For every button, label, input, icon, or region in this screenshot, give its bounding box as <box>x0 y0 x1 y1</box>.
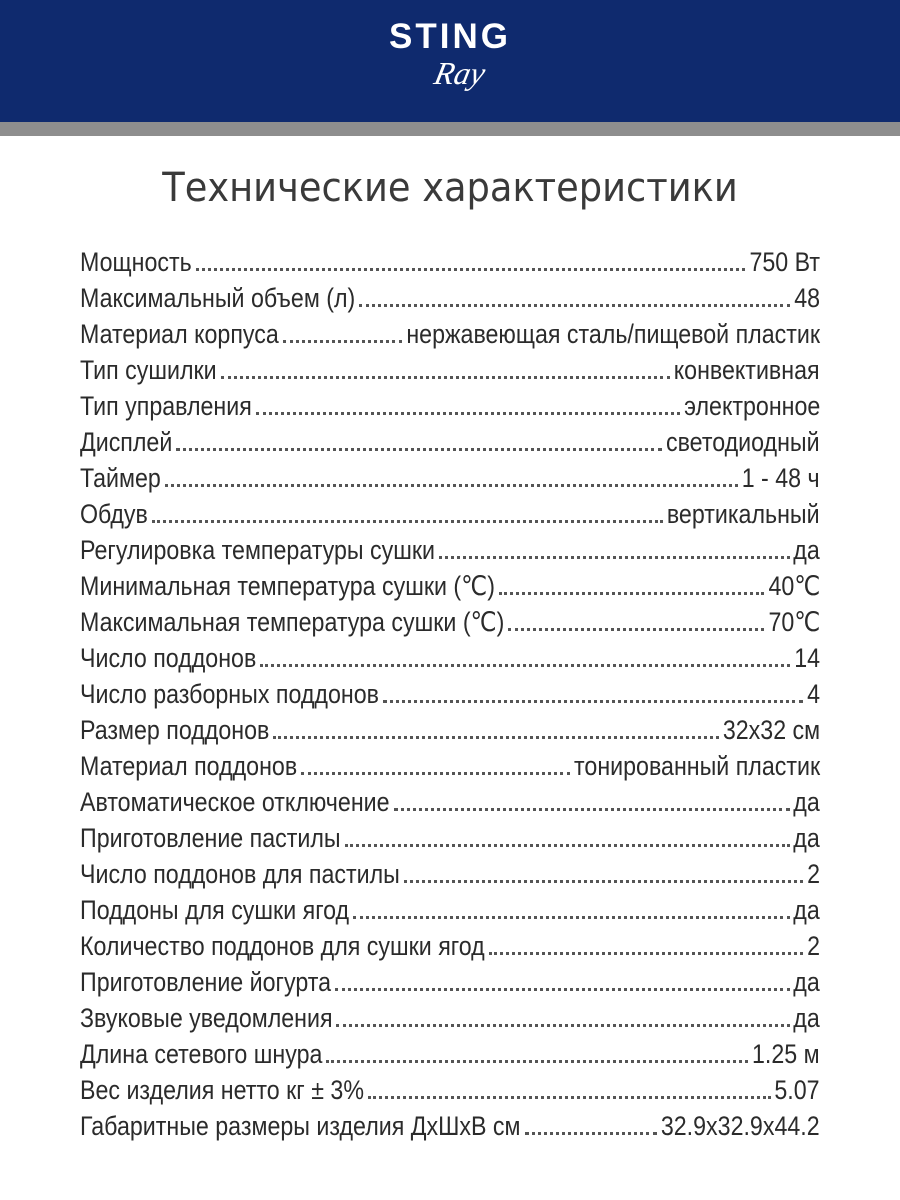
spec-value: тонированный пластик <box>573 751 820 781</box>
dot-leader <box>196 268 746 271</box>
spec-row <box>80 748 820 784</box>
spec-value: 32.9х32.9х44.2 <box>661 1111 820 1141</box>
dot-leader <box>508 628 764 631</box>
spec-row <box>80 280 820 316</box>
spec-label: Автоматическое отключение <box>80 787 390 817</box>
spec-label: Число поддонов для пастилы <box>80 859 400 889</box>
dot-leader <box>345 844 790 847</box>
logo-main-text: STING <box>389 17 511 56</box>
spec-row <box>80 964 820 1000</box>
dot-leader <box>383 700 803 703</box>
spec-row <box>80 712 820 748</box>
sting-ray-logo <box>0 18 900 92</box>
spec-label: Размер поддонов <box>80 715 270 745</box>
spec-value: да <box>793 787 820 817</box>
spec-value: да <box>793 967 820 997</box>
header-stripe <box>0 122 900 136</box>
dot-leader <box>359 304 790 307</box>
spec-label: Материал корпуса <box>80 319 279 349</box>
spec-value: 750 Вт <box>749 247 820 277</box>
spec-label: Регулировка температуры сушки <box>80 535 436 565</box>
spec-label: Тип сушилки <box>80 355 217 385</box>
spec-label: Число поддонов <box>80 643 257 673</box>
dot-leader <box>152 520 664 523</box>
dot-leader <box>353 916 789 919</box>
spec-row <box>80 568 820 604</box>
spec-row <box>80 496 820 532</box>
spec-row <box>80 1036 820 1072</box>
spec-row <box>80 604 820 640</box>
spec-label: Мощность <box>80 247 192 277</box>
dot-leader <box>404 880 803 883</box>
spec-value: 1 - 48 ч <box>742 463 820 493</box>
dot-leader <box>499 592 764 595</box>
spec-row <box>80 424 820 460</box>
spec-label: Поддоны для сушки ягод <box>80 895 350 925</box>
page-title: Технические характеристики <box>162 165 738 211</box>
spec-label: Звуковые уведомления <box>80 1003 333 1033</box>
dot-leader <box>256 412 680 415</box>
spec-value: 40℃ <box>768 571 820 601</box>
dot-leader <box>165 484 738 487</box>
spec-row <box>80 1108 820 1144</box>
spec-row <box>80 352 820 388</box>
spec-row <box>80 1000 820 1036</box>
dot-leader <box>273 736 718 739</box>
spec-row <box>80 928 820 964</box>
spec-label: Длина сетевого шнура <box>80 1039 323 1069</box>
spec-row <box>80 388 820 424</box>
spec-value: 14 <box>794 643 820 673</box>
spec-row <box>80 856 820 892</box>
dot-leader <box>439 556 790 559</box>
spec-value: да <box>793 895 820 925</box>
spec-value: вертикальный <box>667 499 820 529</box>
spec-value: 1.25 м <box>752 1039 820 1069</box>
spec-label: Приготовление йогурта <box>80 967 332 997</box>
spec-row <box>80 1072 820 1108</box>
spec-value: 48 <box>794 283 820 313</box>
dot-leader <box>176 448 662 451</box>
dot-leader <box>489 952 803 955</box>
spec-value: нержавеющая сталь/пищевой пластик <box>406 319 820 349</box>
spec-row <box>80 460 820 496</box>
spec-value: электронное <box>683 391 820 421</box>
spec-list <box>80 244 820 1144</box>
spec-value: 2 <box>807 931 820 961</box>
spec-row <box>80 316 820 352</box>
spec-value: светодиодный <box>666 427 820 457</box>
dot-leader <box>525 1132 658 1135</box>
spec-label: Количество поддонов для сушки ягод <box>80 931 485 961</box>
dot-leader <box>260 664 790 667</box>
spec-label: Тип управления <box>80 391 252 421</box>
spec-label: Таймер <box>80 463 161 493</box>
dot-leader <box>326 1060 748 1063</box>
spec-value: 32х32 см <box>722 715 820 745</box>
spec-value: да <box>793 823 820 853</box>
dot-leader <box>221 376 671 379</box>
spec-label: Число разборных поддонов <box>80 679 379 709</box>
dot-leader <box>335 988 790 991</box>
spec-row <box>80 784 820 820</box>
spec-value: 2 <box>807 859 820 889</box>
spec-label: Материал поддонов <box>80 751 298 781</box>
dot-leader <box>368 1096 771 1099</box>
spec-label: Габаритные размеры изделия ДхШхВ см <box>80 1111 521 1141</box>
spec-label: Дисплей <box>80 427 173 457</box>
spec-row <box>80 892 820 928</box>
spec-label: Максимальная температура сушки (℃) <box>80 607 505 637</box>
spec-value: 4 <box>807 679 820 709</box>
dot-leader <box>336 1024 789 1027</box>
spec-row <box>80 676 820 712</box>
spec-row <box>80 244 820 280</box>
dot-leader <box>394 808 790 811</box>
spec-value: да <box>793 1003 820 1033</box>
spec-value: конвективная <box>674 355 820 385</box>
spec-row <box>80 640 820 676</box>
logo-script-text: Ray <box>431 55 489 91</box>
spec-value: 70℃ <box>768 607 820 637</box>
dot-leader <box>283 340 402 343</box>
spec-label: Обдув <box>80 499 148 529</box>
spec-label: Вес изделия нетто кг ± 3% <box>80 1075 364 1105</box>
spec-row <box>80 820 820 856</box>
spec-row <box>80 532 820 568</box>
spec-value: 5.07 <box>774 1075 820 1105</box>
spec-value: да <box>793 535 820 565</box>
spec-label: Максимальный объем (л) <box>80 283 356 313</box>
spec-label: Минимальная температура сушки (℃) <box>80 571 495 601</box>
dot-leader <box>301 772 570 775</box>
spec-label: Приготовление пастилы <box>80 823 341 853</box>
